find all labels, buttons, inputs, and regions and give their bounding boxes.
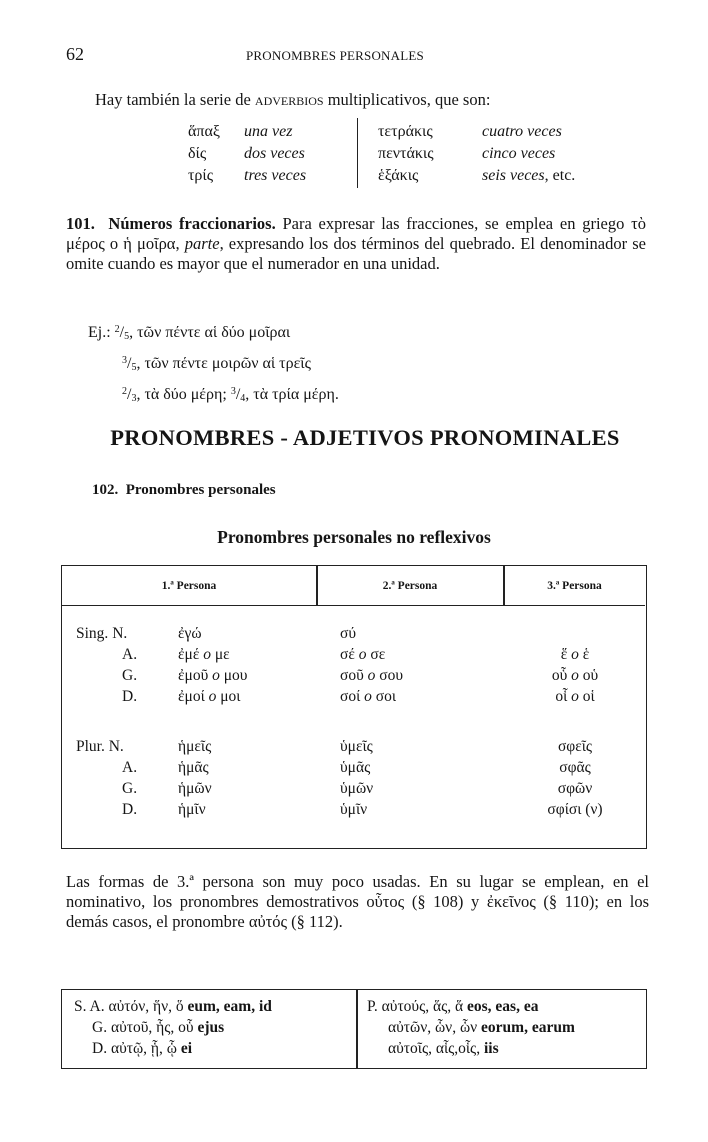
or-word: o [212, 667, 220, 684]
pronoun-cell: ἡμῶν [178, 780, 212, 797]
plur-label: Plur. [76, 738, 105, 755]
pronoun-form: μου [223, 667, 248, 684]
adverbs-left-column [188, 121, 306, 187]
pronoun-form: οὑ [582, 667, 599, 684]
pronoun-form: σου [379, 667, 404, 684]
adverb-row [188, 121, 306, 143]
adverb-row [188, 165, 306, 187]
number-label-singular [76, 624, 127, 643]
case-label: N. [112, 625, 128, 642]
or-word: o [358, 646, 367, 663]
section-101-text: Para expresar las fracciones, se emplea en griego τὸ μέρος o ἡ μοῖρα, [66, 214, 647, 253]
case-label: D. [122, 688, 138, 705]
fraction: $^3/_5$ [122, 355, 137, 373]
adverb-greek: τρίς [188, 167, 214, 184]
fraction-numerator: 2 [122, 386, 127, 397]
section-101-italic: parte [184, 234, 220, 253]
section-101-title: Números fraccionarios. [108, 214, 276, 233]
autos-greek: αὐτῷ, ᾗ, ᾧ [110, 1040, 177, 1057]
pronoun-cell [340, 645, 385, 664]
or-word: o [367, 667, 376, 684]
autos-table [61, 989, 647, 1069]
section-101-number: 101. [66, 214, 95, 233]
adverb-meaning: dos veces [244, 145, 305, 162]
pronoun-form: σέ [340, 646, 355, 663]
pronoun-form: ἐμοί [178, 688, 205, 705]
pronoun-cell: ἡμεῖς [178, 738, 212, 755]
fraction-numerator: 3 [122, 355, 127, 366]
autos-latin: eum, eam, id [187, 998, 272, 1015]
pronoun-form: ἑ [582, 646, 590, 663]
adverb-row [188, 143, 306, 165]
autos-row-plural [388, 1038, 499, 1059]
autos-latin: ei [180, 1040, 193, 1057]
pronoun-cell [178, 687, 240, 706]
pronoun-form: σε [370, 646, 386, 663]
autos-latin: ejus [197, 1019, 225, 1036]
table-title: Pronombres personales no reflexivos [217, 527, 491, 547]
case-label: N. [108, 738, 124, 755]
adverb-meaning: seis veces [482, 167, 545, 184]
pronoun-cell [178, 666, 247, 685]
or-word: o [364, 688, 372, 705]
adverbs-divider [357, 118, 358, 188]
pronoun-cell [514, 666, 636, 685]
header-1st-person: 1.ª Persona [161, 580, 217, 592]
or-word: o [208, 688, 217, 705]
section-101-text-end: , expresando los dos términos del quebrado. El denominador se omite cuando es mayor que el numerador en una unidad. [66, 234, 646, 273]
pronoun-cell: σφίσι (ν) [547, 801, 603, 818]
pronoun-form: μοι [220, 688, 241, 705]
adverb-row [378, 121, 575, 143]
or-word: o [571, 688, 579, 705]
pronoun-form: ἐμέ [178, 646, 200, 663]
fraction-denominator: 5 [124, 331, 130, 342]
pronoun-cell [340, 666, 403, 685]
section-102-heading [92, 482, 276, 499]
pronoun-form: ἐμοῦ [178, 667, 209, 684]
examples-label: Ej.: [88, 324, 111, 341]
intro-paragraph [95, 90, 655, 110]
pronoun-form: σοί [340, 688, 361, 705]
autos-label: G. [92, 1019, 108, 1036]
fraction-numerator: 3 [230, 386, 236, 397]
adverb-meaning: una vez [244, 123, 293, 140]
autos-row-singular [74, 996, 272, 1017]
adverb-row [378, 143, 575, 165]
section-102-number: 102. [92, 482, 119, 498]
pronoun-cell: σφεῖς [557, 738, 593, 755]
number-label-plural [76, 737, 124, 756]
pronoun-form: ἕ [560, 646, 568, 663]
adverb-greek: ἑξάκις [378, 167, 419, 184]
autos-label: D. [92, 1040, 108, 1057]
case-label: G. [122, 667, 138, 684]
example-text: , τῶν πέντε μοιρῶν αἱ τρεῖς [136, 355, 311, 372]
case-label: A. [122, 759, 138, 776]
adverb-greek: τετράκις [378, 123, 433, 140]
adverb-meaning: cuatro veces [482, 123, 562, 140]
header-2nd-person: 2.ª Persona [382, 580, 438, 592]
pronoun-cell [178, 645, 230, 664]
running-head: PRONOMBRES PERSONALES [246, 48, 424, 63]
adverb-row [378, 165, 575, 187]
fraction-denominator: 5 [131, 362, 137, 373]
pronoun-form: οὗ [551, 667, 568, 684]
intro-text-end: multiplicativos, que son: [323, 90, 491, 109]
example-text: , τὰ τρία μέρη. [245, 386, 339, 403]
fraction-numerator: 2 [114, 324, 120, 335]
pronoun-cell: ἡμᾶς [178, 759, 209, 776]
adverb-meaning: cinco veces [482, 145, 556, 162]
fraction-examples [88, 318, 339, 411]
adverb-greek: δίς [188, 145, 207, 162]
autos-latin: iis [483, 1040, 499, 1057]
autos-label: S. A. [74, 998, 105, 1015]
example-text: , τὰ δύο μέρη; [136, 386, 231, 403]
fraction-denominator: 4 [240, 393, 246, 404]
or-word: o [571, 667, 579, 684]
intro-term: adverbios [254, 90, 324, 109]
section-101-paragraph [66, 214, 646, 274]
pronoun-cell [514, 645, 636, 664]
intro-text: Hay también la serie de [95, 90, 255, 109]
pronoun-cell: ὑμῖν [340, 801, 368, 818]
fraction: $^2/_3$ [122, 386, 137, 404]
pronoun-table [61, 565, 647, 849]
page-number: 62 [66, 44, 84, 64]
autos-row-singular [92, 1038, 192, 1059]
pronoun-cell: ὑμᾶς [340, 759, 371, 776]
pronoun-cell: ἐγώ [178, 625, 202, 642]
adverb-greek: ἅπαξ [188, 123, 220, 140]
autos-latin: eorum, earum [481, 1019, 575, 1036]
autos-greek: αὐτῶν, ὧν, ὧν [388, 1019, 478, 1036]
example-text: , τῶν πέντε αἱ δύο μοῖραι [129, 324, 291, 341]
pronoun-form: οἷ [555, 688, 568, 705]
pronoun-cell: σφᾶς [559, 759, 591, 776]
autos-greek: αὐτοῖς, αἷς,οἷς, [388, 1040, 481, 1057]
fraction: $^3/_4$ [230, 386, 246, 404]
autos-greek: αὐτόν, ἥν, ὅ [108, 998, 184, 1015]
pronoun-cell: ὑμεῖς [340, 738, 373, 755]
autos-divider [356, 990, 358, 1068]
adverb-meaning: tres veces [244, 167, 307, 184]
autos-row-singular [92, 1017, 224, 1038]
adverb-suffix: , etc. [544, 167, 576, 184]
autos-row-plural [388, 1017, 575, 1038]
pronoun-form: σοι [375, 688, 397, 705]
header-3rd-person: 3.ª Persona [547, 580, 602, 592]
autos-row-plural [367, 996, 538, 1017]
autos-greek: αὐτούς, ἅς, ἅ [381, 998, 464, 1015]
autos-greek: αὐτοῦ, ἧς, οὗ [110, 1019, 194, 1036]
pronoun-cell: ἡμῖν [178, 801, 206, 818]
pronoun-cell [514, 687, 636, 706]
case-label: A. [122, 646, 138, 663]
case-label: D. [122, 801, 138, 818]
pronoun-cell: σφῶν [557, 780, 593, 797]
example-line [88, 318, 339, 349]
adverb-greek: πεντάκις [378, 145, 434, 162]
pronoun-cell [340, 687, 396, 706]
pronoun-form: με [214, 646, 230, 663]
or-word: o [203, 646, 211, 663]
pronoun-form: οἱ [582, 688, 595, 705]
autos-label: P. [367, 998, 378, 1015]
fraction: $^2/_5$ [114, 324, 130, 342]
or-word: o [571, 646, 579, 663]
pronoun-cell: σύ [340, 625, 357, 642]
example-line [88, 349, 339, 380]
section-title: PRONOMBRES - ADJETIVOS PRONOMINALES [110, 425, 620, 450]
adverbs-right-column [378, 121, 575, 187]
example-line [88, 380, 339, 411]
pronoun-form: σοῦ [340, 667, 364, 684]
autos-latin: eos, eas, ea [467, 998, 539, 1015]
fraction-denominator: 3 [131, 393, 137, 404]
section-102-title: Pronombres personales [125, 482, 276, 498]
case-label: G. [122, 780, 138, 797]
closing-paragraph: Las formas de 3.ª persona son muy poco usadas. En su lugar se emplean, en el nominativo, los pronombres demostrativos οὗτος (§ 108) y ἐκεῖνος (§ 110); en los demás casos, el pronombre αὐτός (§ 112). [66, 872, 649, 931]
pronoun-cell: ὑμῶν [340, 780, 374, 797]
sing-label: Sing. [76, 625, 109, 642]
